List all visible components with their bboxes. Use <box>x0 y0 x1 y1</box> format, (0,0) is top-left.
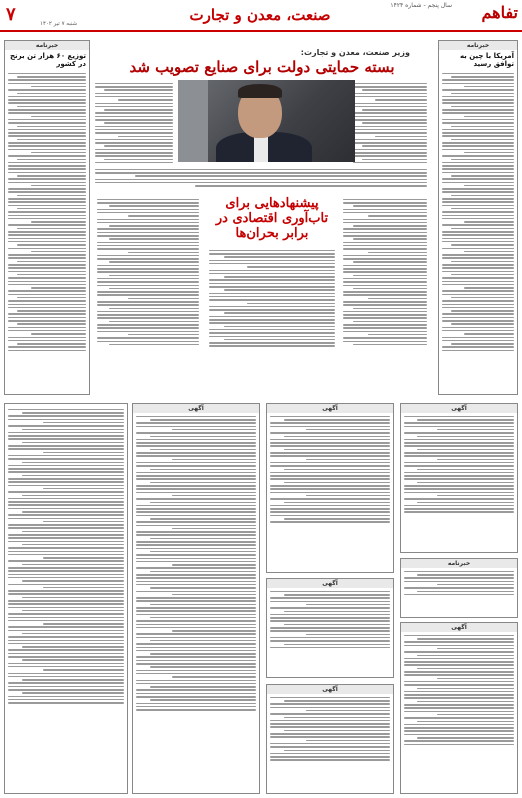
main-story-headline: بسته حمایتی دولت برای صنایع تصویب شد <box>129 58 395 76</box>
masthead-line: سال پنجم - شماره ۱۴۲۴ <box>390 2 452 9</box>
notice-box-4: آگهی <box>266 403 394 573</box>
left-column-title: توزیع ۶۰ هزار تن برنج در کشور <box>10 52 86 68</box>
right-column-body <box>439 70 517 354</box>
newspaper-logo: تفاهم <box>481 3 518 22</box>
main-story-body-bottom <box>92 166 430 190</box>
notice-box-5: آگهی <box>266 578 394 678</box>
notice-box-6: آگهی <box>266 684 394 794</box>
date-line: شنبه ۷ تیر ۱۴۰۲ <box>40 21 78 27</box>
left-news-column <box>4 40 90 395</box>
notice-box-7: آگهی <box>132 403 260 794</box>
minister-photo <box>178 80 355 162</box>
main-story-body-left <box>92 80 176 166</box>
section-title: صنعت، معدن و تجارت <box>189 6 331 24</box>
left-column-body <box>5 70 89 354</box>
opinion-body-left <box>94 196 202 348</box>
opinion-body-right <box>340 196 430 348</box>
left-column-kicker: خبرنامه <box>5 41 89 50</box>
opinion-pullquote <box>206 196 338 396</box>
main-story-body-right <box>350 80 430 166</box>
right-news-column <box>438 40 518 395</box>
right-column-kicker: خبرنامه <box>439 41 517 50</box>
right-column-title: آمریکا با چین به توافق رسید <box>459 52 514 68</box>
notice-box-8 <box>4 403 128 794</box>
page-header <box>0 0 522 32</box>
notice-box-1: آگهی <box>400 403 518 553</box>
notice-box-3: آگهی <box>400 622 518 794</box>
opinion-pullquote-headline: پیشنهادهایی برای تاب‌آوری اقتصادی در برابر بحران‌ها <box>215 196 329 241</box>
notice-box-2: خبرنامه <box>400 558 518 618</box>
page-number: ۷ <box>6 4 16 25</box>
main-story-kicker: وزیر صنعت، معدن و تجارت: <box>300 48 410 57</box>
